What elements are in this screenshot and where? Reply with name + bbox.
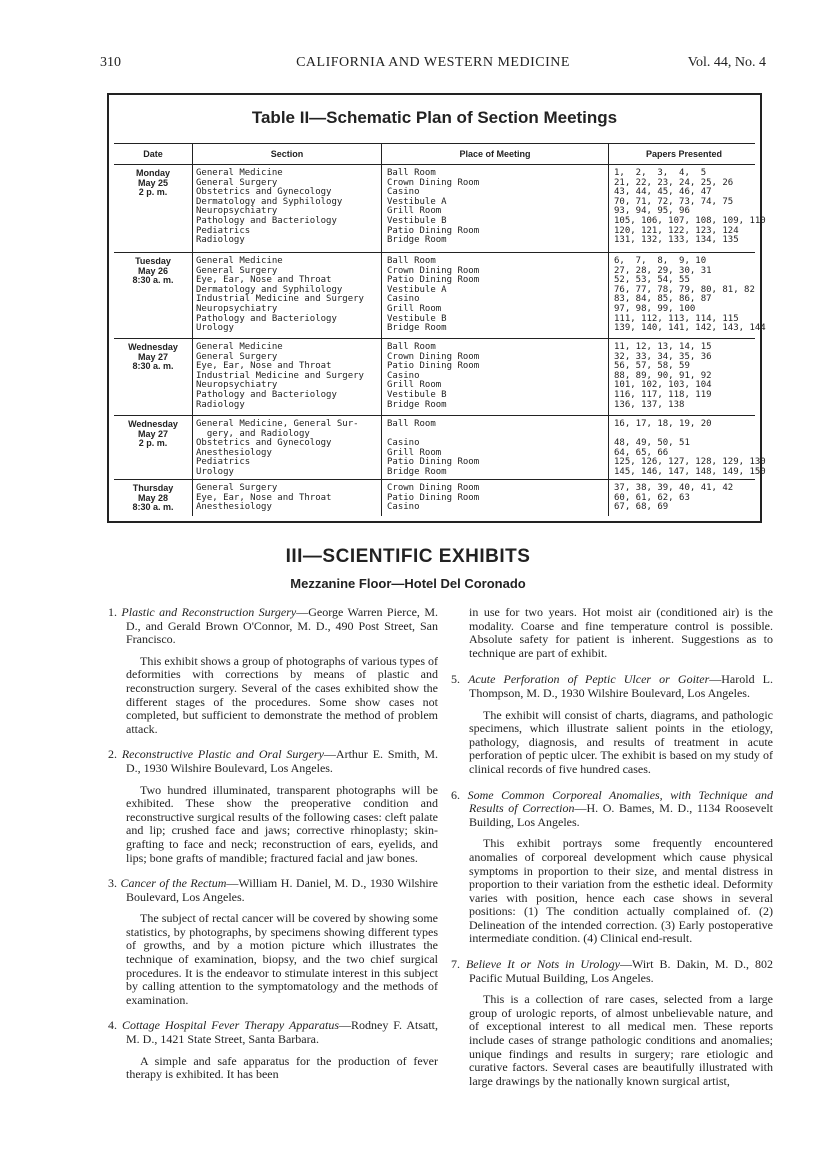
table-row-group [109, 482, 760, 518]
table-row-group [109, 418, 766, 478]
exhibit-authors: —William H. Daniel, M. D., 1930 Wilshire Boulevard, Los Angeles. [126, 876, 438, 904]
exhibit-entry [108, 1019, 438, 1081]
volume-issue: Vol. 44, No. 4 [687, 55, 766, 70]
exhibit-heading [108, 748, 438, 775]
place-list: Crown Dining Room Patio Dining Room Casino [387, 483, 480, 513]
exhibit-authors: —Harold L. Thompson, M. D., 1930 Wilshire Boulevard, Los Angeles. [469, 672, 774, 700]
exhibit-title: Believe It or Nots in Urology [465, 957, 620, 972]
exhibit-description: This is a collection of rare cases, selected from a large group of urologic reports, of almost unbelievable nature, and of exceptional interest to all medical men. These reports include cases of strange pathologic conditions and anomalies; unique findings and results in surgery; rare etiologic and curative factors. Several cases are beautifully illustrated with large drawings by the nationally known surgical artist, [469, 992, 773, 1088]
exhibit-entry [108, 606, 438, 736]
meeting-date: Tuesday May 26 8:30 a. m. [132, 256, 174, 286]
exhibit-title: Plastic and Reconstruction Surgery [121, 605, 297, 619]
exhibit-authors: —Rodney F. Atsatt, M. D., 1421 State Street, Santa Barbara. [126, 1018, 439, 1047]
place-list: Ball Room Crown Dining Room Casino Vestibule A Grill Room Vestibule B Patio Dining Room Bridge Room [387, 168, 480, 246]
meeting-date: Monday May 25 2 p. m. [135, 168, 170, 198]
section-list: General Medicine General Surgery Eye, Ear, Nose and Throat Industrial Medicine and Surgery Neuropsychiatry Pathology and Bacteriology Radiology [196, 342, 364, 410]
exhibit-heading [451, 958, 773, 985]
place-list: Ball Room Crown Dining Room Patio Dining Room Casino Grill Room Vestibule B Bridge Room [387, 342, 480, 410]
place-list: Ball Room Casino Grill Room Patio Dining Room Bridge Room [387, 419, 480, 477]
table-rule [114, 164, 755, 165]
section-heading: III—SCIENTIFIC EXHIBITS [285, 546, 531, 567]
exhibit-number: 5. [451, 672, 460, 687]
exhibit-title: Some Common Corporeal Anomalies, with Technique and Results of Correction [467, 787, 774, 816]
exhibit-description: The exhibit will consist of charts, diagrams, and pathologic specimens, which illustrate salient points in the etiology, pathology, diagnosis, and results of treatment in acute perforation of peptic ulcer. The exhibit is based on my study of clinical records of five hundred cases. [469, 707, 773, 776]
page-number: 310 [100, 55, 121, 70]
exhibit-heading [108, 877, 438, 904]
running-header [100, 55, 766, 75]
exhibit-authors: —George Warren Pierce, M. D., and Gerald Brown O'Connor, M. D., 490 Post Street, San Francisco. [126, 605, 438, 647]
table-row-group [109, 167, 766, 251]
exhibit-number: 3. [108, 876, 117, 891]
exhibit-description: A simple and safe apparatus for the production of fever therapy is exhibited. It has been [126, 1053, 438, 1082]
section-meetings-table [107, 93, 766, 523]
table-row-group [109, 255, 766, 337]
exhibit-number: 6. [451, 787, 460, 802]
exhibit-description: This exhibit portrays some frequently encountered anomalies of corporeal development which cause physical symptoms in proportion to their size, and mental distress in proportion to their variation from the esthetic ideal. Deformity varies with position, hence each case shows in several positions: (1) The condition actually complained of. (2) Delineation of the intended correction. (3) Early postoperative intermediate condition. (4) Clinical end-result. [469, 836, 773, 946]
exhibit-authors: —Arthur E. Smith, M. D., 1930 Wilshire Boulevard, Los Angeles. [126, 747, 438, 775]
meeting-date: Thursday May 28 8:30 a. m. [132, 483, 174, 513]
exhibit-description: This exhibit shows a group of photographs of various types of deformities with corrections by means of plastic and reconstruction surgery. Several of the cases exhibited show the different stages of the procedures. Some show cases not completed, but sufficient to demonstrate the method of problem attack. [126, 653, 438, 736]
exhibit-number: 4. [108, 1018, 117, 1033]
meeting-date: Wednesday May 27 8:30 a. m. [128, 342, 178, 372]
exhibit-heading [108, 606, 438, 647]
exhibit-entry [451, 673, 773, 776]
col-header-place: Place of Meeting [459, 149, 531, 159]
col-header-date: Date [143, 149, 163, 159]
place-list: Ball Room Crown Dining Room Patio Dining Room Vestibule A Casino Grill Room Vestibule B Bridge Room [387, 256, 480, 334]
section-list: General Surgery Eye, Ear, Nose and Throat Anesthesiology [196, 483, 332, 513]
right-column [451, 606, 773, 1100]
exhibit-entry [108, 877, 438, 1007]
exhibit-number: 1. [108, 605, 117, 619]
exhibit-heading [451, 673, 773, 700]
exhibit-heading [108, 1019, 438, 1046]
meeting-date: Wednesday May 27 2 p. m. [128, 419, 178, 449]
table-rule [114, 252, 755, 253]
exhibit-number: 7. [451, 957, 460, 972]
table-rule [114, 143, 755, 144]
exhibit-entry [451, 789, 773, 947]
table-rule [114, 415, 755, 416]
exhibit-authors: —H. O. Bames, M. D., 1134 Roosevelt Building, Los Angeles. [469, 801, 773, 829]
section-list: General Medicine, General Sur- gery, and Radiology Obstetrics and Gynecology Anesthesiology Pediatrics Urology [196, 419, 359, 477]
exhibit-description: The subject of rectal cancer will be covered by showing some statistics, by photographs, by specimens showing different types of growths, and by a motion picture which illustrates the technique of examination, biopsy, and the two chief surgical procedures. It is the endeavor to stimulate interest in this subject by calling attention to the symptomatology and the methods of examination. [126, 911, 438, 1007]
papers-list: 16, 17, 18, 19, 20 48, 49, 50, 51 64, 65, 66 125, 126, 127, 128, 129, 130 145, 146, 147, 148, 149, 150 [614, 419, 766, 477]
section-subheading: Mezzanine Floor—Hotel Del Coronado [290, 576, 526, 591]
exhibit-number: 2. [108, 747, 117, 762]
col-header-papers: Papers Presented [645, 149, 723, 159]
exhibit-title: Reconstructive Plastic and Oral Surgery [121, 747, 324, 762]
exhibit-entry [108, 748, 438, 865]
table-rule [114, 338, 755, 339]
exhibit-title: Cancer of the Rectum [120, 876, 227, 891]
papers-list: 11, 12, 13, 14, 15 32, 33, 34, 35, 36 56, 57, 58, 59 88, 89, 90, 91, 92 101, 102, 103, 104 116, 117, 118, 119 136, 137, 138 [614, 342, 712, 410]
papers-list: 37, 38, 39, 40, 41, 42 60, 61, 62, 63 67, 68, 69 [614, 483, 734, 513]
papers-list: 1, 2, 3, 4, 5 21, 22, 23, 24, 25, 26 43, 44, 45, 46, 47 70, 71, 72, 73, 74, 75 93, 94, 95, 96 105, 106, 107, 108, 109, 110 120, 121, 122, 123, 124 131, 132, 133, 134, 135 [614, 168, 766, 246]
papers-list: 6, 7, 8, 9, 10 27, 28, 29, 30, 31 52, 53, 54, 55 76, 77, 78, 79, 80, 81, 82 83, 84, 85, 86, 87 97, 98, 99, 100 111, 112, 113, 114, 115 139, 140, 141, 142, 143, 144 [614, 256, 766, 334]
table-rule [114, 479, 755, 480]
left-column [108, 606, 438, 1094]
col-header-section: Section [270, 149, 304, 159]
journal-title: CALIFORNIA AND WESTERN MEDICINE [296, 55, 570, 70]
section-list: General Medicine General Surgery Obstetrics and Gynecology Dermatology and Syphilology Neuropsychiatry Pathology and Bacteriology Pediatrics Radiology [196, 168, 343, 246]
section-list: General Medicine General Surgery Eye, Ear, Nose and Throat Dermatology and Syphilology Industrial Medicine and Surgery Neuropsychiatry Pathology and Bacteriology Urology [196, 256, 364, 334]
exhibit-description: Two hundred illuminated, transparent photographs will be exhibited. These show the preoperative condition and reconstructive surgical results of the following cases: cleft palate and lip; crushed face and jaws; corrective rhinoplasty; skin-grafting to face and neck; reconstruction of ears, eyelids, and lips; bone grafts of mandible; fractured facial and jaw bones. [126, 782, 438, 865]
exhibit-title: Cottage Hospital Fever Therapy Apparatus [121, 1018, 339, 1033]
exhibit-entry [451, 958, 773, 1088]
exhibit-heading [451, 789, 773, 830]
exhibit-continuation: in use for two years. Hot moist air (conditioned air) is the modality. Coarse and fine temperature control is possible. Absolute safety for patient is inherent. Suggestions as to technique are part of exhibit. [469, 605, 773, 660]
exhibit-authors: —Wirt B. Dakin, M. D., 802 Pacific Mutual Building, Los Angeles. [469, 957, 773, 985]
exhibit-title: Acute Perforation of Peptic Ulcer or Goiter [468, 672, 710, 687]
table-row-group [109, 341, 760, 413]
table-title: Table II—Schematic Plan of Section Meetings [251, 108, 618, 127]
